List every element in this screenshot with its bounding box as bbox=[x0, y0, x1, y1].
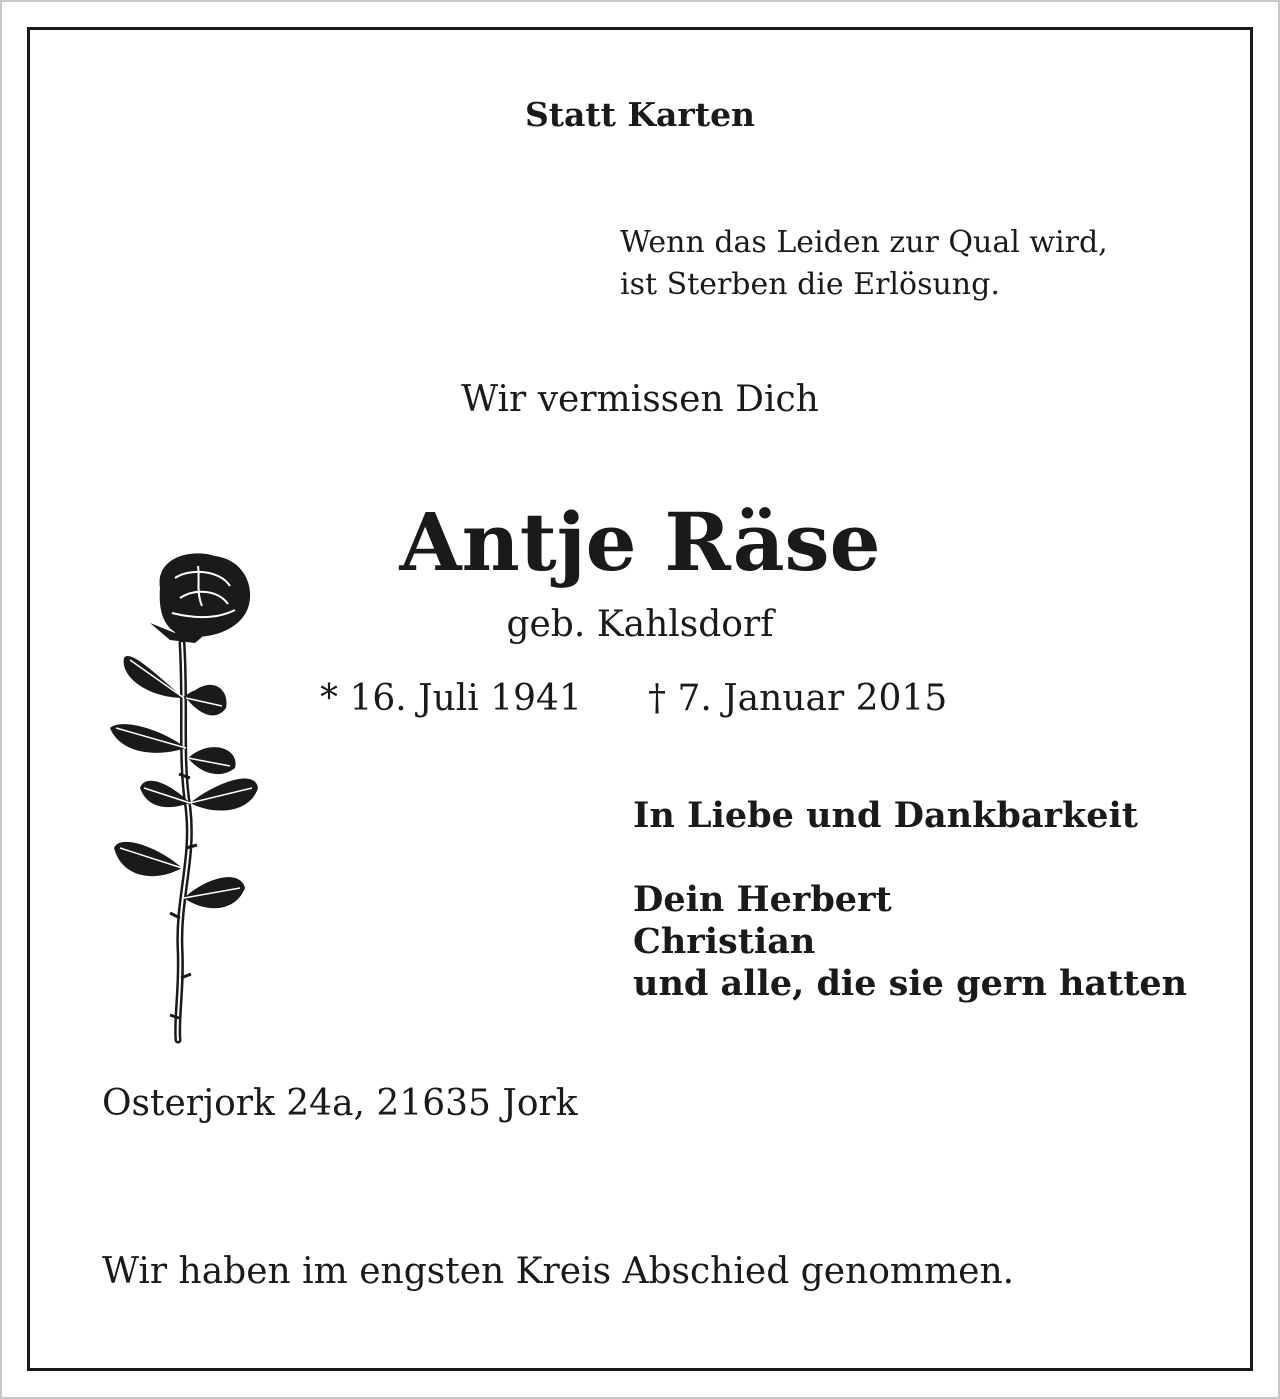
farewell-line: Wir haben im engsten Kreis Abschied genommen. bbox=[102, 1251, 1015, 1292]
notice-header: Statt Karten bbox=[524, 95, 756, 134]
address: Osterjork 24a, 21635 Jork bbox=[102, 1083, 578, 1124]
quote-line-2: ist Sterben die Erlösung. bbox=[620, 267, 1000, 302]
mourner-line-3: und alle, die sie gern hatten bbox=[633, 963, 1188, 1004]
intro-line: Wir vermissen Dich bbox=[461, 379, 819, 420]
mourner-line-2: Christian bbox=[633, 921, 816, 962]
rose-icon bbox=[100, 548, 270, 1048]
birth-date: * 16. Juli 1941 bbox=[320, 678, 582, 719]
death-date: † 7. Januar 2015 bbox=[648, 678, 948, 719]
maiden-name: geb. Kahlsdorf bbox=[506, 604, 774, 645]
quote-line-1: Wenn das Leiden zur Qual wird, bbox=[620, 225, 1108, 260]
mourner-line-1: Dein Herbert bbox=[633, 879, 892, 920]
quote bbox=[620, 222, 1108, 306]
mourners-block bbox=[633, 795, 1187, 1005]
spacer bbox=[633, 837, 1187, 879]
dedication-line: In Liebe und Dankbarkeit bbox=[633, 795, 1138, 836]
deceased-name: Antje Räse bbox=[399, 495, 881, 589]
